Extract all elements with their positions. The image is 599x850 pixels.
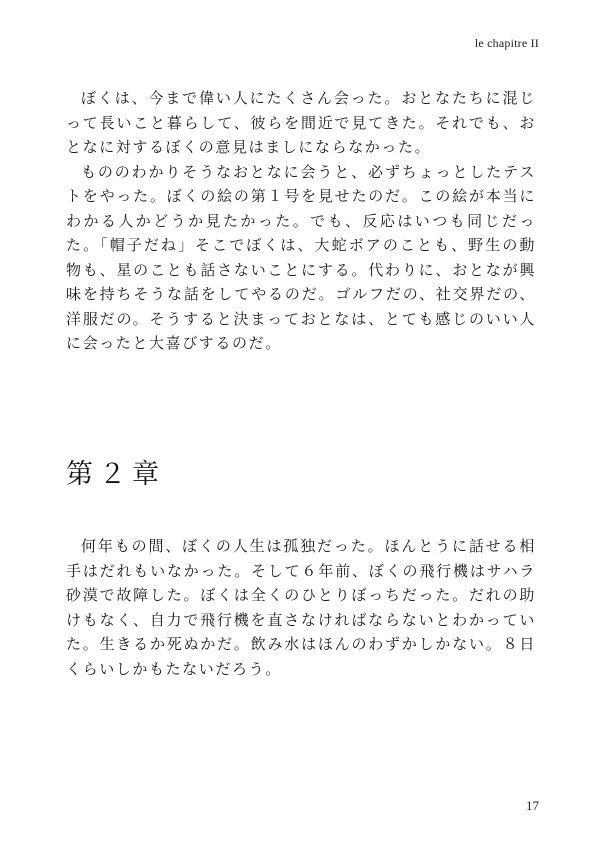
chapter-two-text xyxy=(66,534,536,681)
page-number: 17 xyxy=(526,798,539,813)
section-one-text xyxy=(66,86,536,356)
running-head: le chapitre II xyxy=(474,36,539,50)
chapter-heading: 第２章 xyxy=(66,459,165,490)
paragraph: もののわかりそうなおとなに会うと、必ずちょっとしたテストをやった。ぼくの絵の第１号を見せたのだ。この絵が本当にわかる人かどうか見たかった。でも、反応はいつも同じだった。「帽子だね」そこでぼくは、大蛇ボアのことも、野生の動物も、星のことも話さないことにする。代わりに、おとなが興味を持ちそうな話をしてやるのだ。ゴルフだの、社交界だの、洋服だの。そうすると決まっておとなは、とても感じのいい人に会ったと大喜びするのだ。 xyxy=(66,162,536,352)
paragraph: ぼくは、今まで偉い人にたくさん会った。おとなたちに混じって長いこと暮らして、彼らを間近で見てきた。それでも、おとなに対するぼくの意見はましにならなかった。 xyxy=(66,89,536,156)
paragraph: 何年もの間、ぼくの人生は孤独だった。ほんとうに話せる相手はだれもいなかった。そして６年前、ぼくの飛行機はサハラ砂漠で故障した。ぼくは全くのひとりぼっちだった。だれの助けもなく、自力で飛行機を直さなければならないとわかっていた。生きるか死ぬかだ。飲み水はほんのわずかしかない。８日くらいしかもたないだろう。 xyxy=(66,537,536,678)
